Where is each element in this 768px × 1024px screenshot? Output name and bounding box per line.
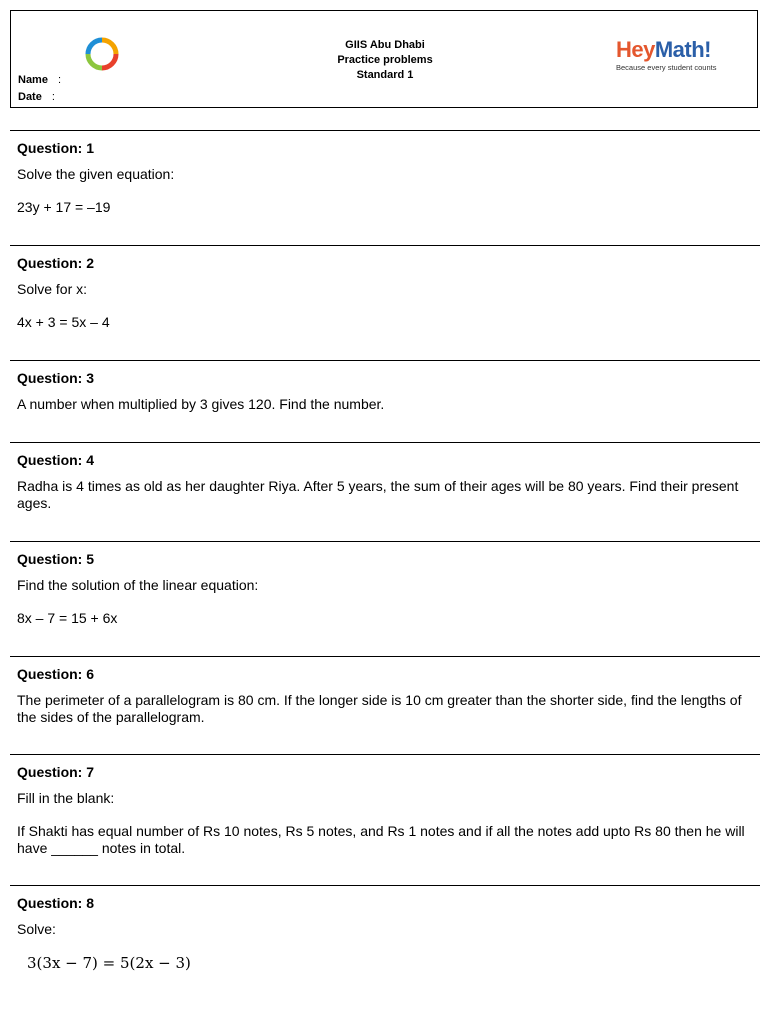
question-equation: 23y + 17 = –19 <box>17 199 111 215</box>
question-3 <box>10 360 760 413</box>
question-4 <box>10 442 760 512</box>
question-equation: 4x + 3 = 5x – 4 <box>17 314 110 330</box>
question-equation: 8x – 7 = 15 + 6x <box>17 610 118 626</box>
brand-tagline: Because every student counts <box>616 63 717 72</box>
question-title: Question: 2 <box>17 255 95 271</box>
standard-label: Standard 1 <box>356 69 414 81</box>
question-2 <box>10 245 760 331</box>
name-field: Name : <box>18 74 62 86</box>
heymath-logo: HeyMath! Because every student counts <box>616 37 717 72</box>
question-1 <box>10 130 760 216</box>
question-text: Solve the given equation: <box>17 166 175 182</box>
question-title: Question: 6 <box>17 666 95 682</box>
question-title: Question: 7 <box>17 764 95 780</box>
question-title: Question: 4 <box>17 452 95 468</box>
question-text: Solve: <box>17 921 56 937</box>
school-logo-icon <box>84 36 120 72</box>
question-6 <box>10 656 760 726</box>
school-name: GIIS Abu Dhabi <box>345 39 425 51</box>
worksheet-header <box>10 10 758 108</box>
question-text: Fill in the blank: <box>17 790 115 806</box>
worksheet-title <box>285 38 485 83</box>
question-8 <box>10 885 760 972</box>
question-title: Question: 1 <box>17 140 95 156</box>
worksheet-subtitle: Practice problems <box>337 54 433 66</box>
question-statement: If Shakti has equal number of Rs 10 notes, Rs 5 notes, and Rs 1 notes and if all the notes add upto Rs 80 then he will have ______ notes in total. <box>17 823 745 856</box>
question-7 <box>10 754 760 857</box>
question-title: Question: 5 <box>17 551 95 567</box>
date-field: Date : <box>18 91 55 103</box>
question-5 <box>10 541 760 627</box>
question-title: Question: 8 <box>17 895 95 911</box>
question-text: Solve for x: <box>17 281 88 297</box>
question-text: Find the solution of the linear equation: <box>17 577 259 593</box>
question-title: Question: 3 <box>17 370 95 386</box>
question-equation: 3(3x − 7) = 5(2x − 3) <box>27 954 191 972</box>
question-text: The perimeter of a parallelogram is 80 cm. If the longer side is 10 cm greater than the shorter side, find the lengths of the sides of the parallelogram. <box>17 692 742 725</box>
question-text: A number when multiplied by 3 gives 120. Find the number. <box>17 396 385 412</box>
question-text: Radha is 4 times as old as her daughter Riya. After 5 years, the sum of their ages will be 80 years. Find their present ages. <box>17 478 739 511</box>
